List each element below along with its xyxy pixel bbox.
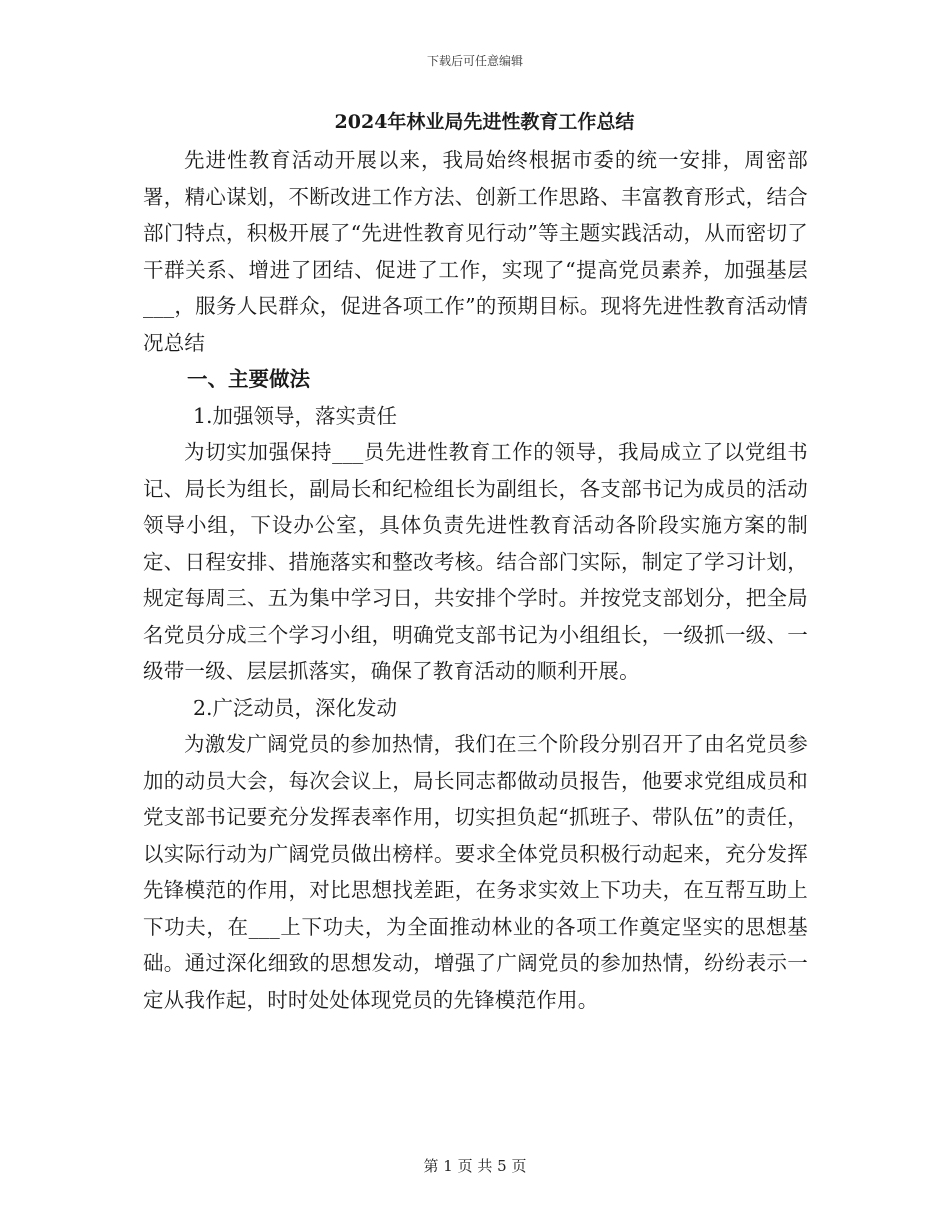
subheading-mobilization: 2.广泛动员，深化发动: [193, 695, 398, 720]
paragraph-leadership: 为切实加强保持___员先进性教育工作的领导，我局成立了以党组书记、局长为组长，副局长和纪检组长为副组长，各支部书记为成员的活动领导小组，下设办公室，具体负责先进性教育活动各阶段实施方案的制定、日程安排、措施落实和整改考核。结合部门实际，制定了学习计划，规定每周三、五为集中学习日，共安排个学时。并按党支部划分，把全局名党员分成三个学习小组，明确党支部书记为小组组长，一级抓一级、一级带一级、层层抓落实，确保了教育活动的顺利开展。: [143, 440, 808, 683]
subheading-leadership: 1.加强领导，落实责任: [193, 403, 398, 428]
paragraph-mobilization: 为激发广阔党员的参加热情，我们在三个阶段分别召开了由名党员参加的动员大会，每次会议上，局长同志都做动员报告，他要求党组成员和党支部书记要充分发挥表率作用，切实担负起“抓班子、带队伍”的责任，以实际行动为广阔党员做出榜样。要求全体党员积极行动起来，充分发挥先锋模范的作用，对比思想找差距，在务求实效上下功夫，在互帮互助上下功夫，在___上下功夫，为全面推动林业的各项工作奠定坚实的思想基础。通过深化细致的思想发动，增强了广阔党员的参加热情，纷纷表示一定从我作起，时时处处体现党员的先锋模范作用。: [143, 732, 808, 1012]
intro-paragraph: 先进性教育活动开展以来，我局始终根据市委的统一安排，周密部署，精心谋划，不断改进工作方法、创新工作思路、丰富教育形式，结合部门特点，积极开展了“先进性教育见行动”等主题实践活动，从而密切了干群关系、增进了团结、促进了工作，实现了“提高党员素养，加强基层___，服务人民群众，促进各项工作”的预期目标。现将先进性教育活动情况总结: [143, 148, 808, 355]
page-number: 第 1 页 共 5 页: [423, 1157, 527, 1175]
page-header-note: 下载后可任意编辑: [426, 54, 523, 68]
document-body: [143, 108, 808, 1018]
section-heading-main-practices: 一、主要做法: [187, 367, 310, 391]
document-title: 2024年林业局先进性教育工作总结: [334, 111, 635, 133]
